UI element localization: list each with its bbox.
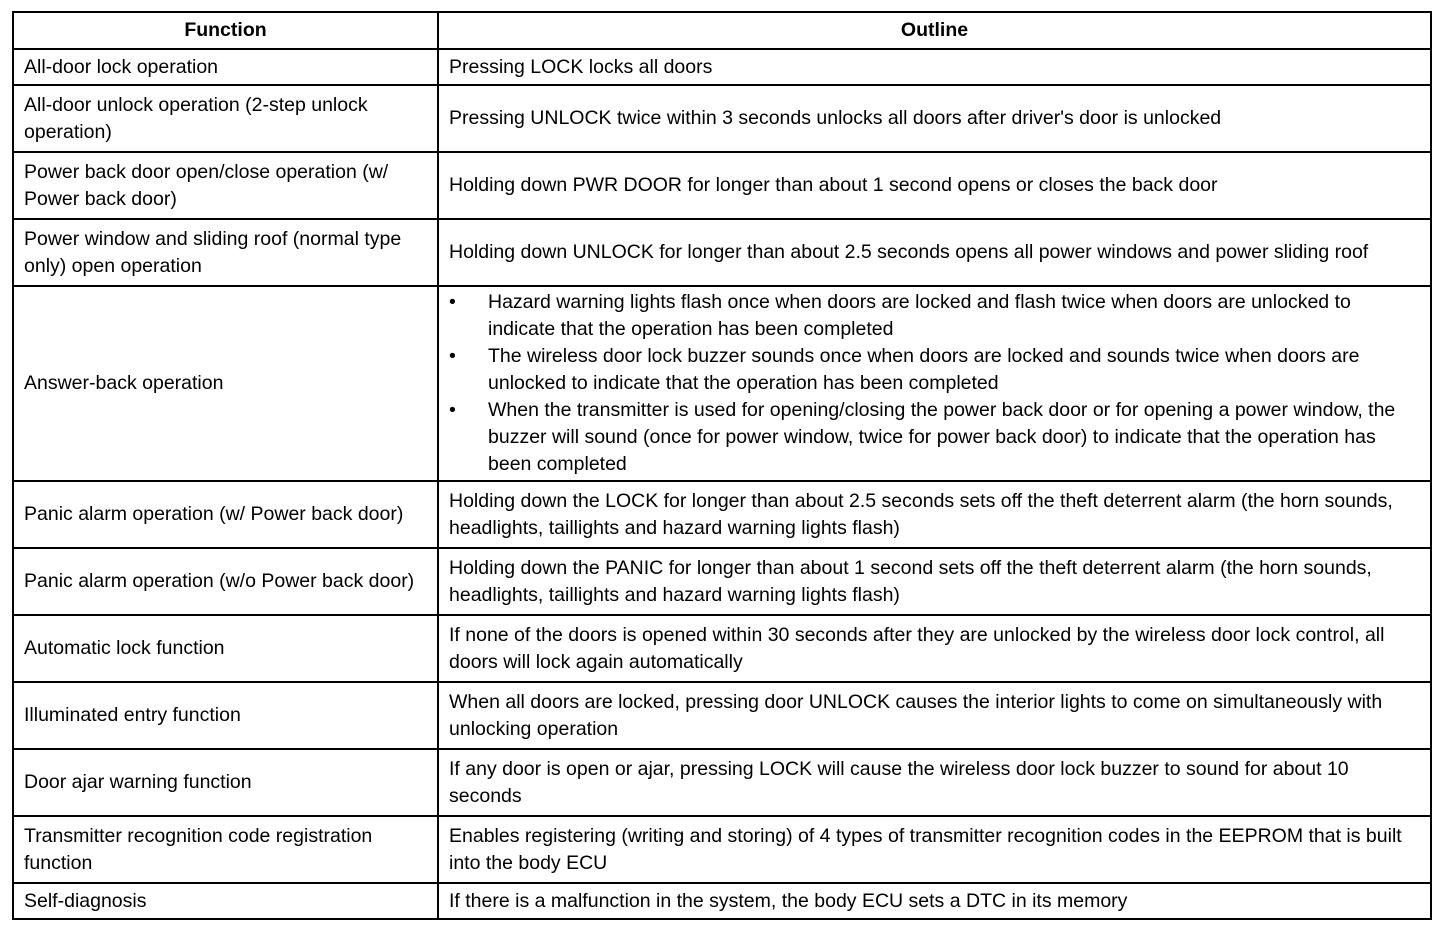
table-row bbox=[13, 615, 1431, 682]
table-row bbox=[13, 749, 1431, 816]
function-cell: Power window and sliding roof (normal type only) open operation bbox=[13, 219, 438, 286]
outline-cell: Pressing LOCK locks all doors bbox=[438, 49, 1431, 85]
function-cell: Panic alarm operation (w/o Power back door) bbox=[13, 548, 438, 615]
function-cell: Answer-back operation bbox=[13, 286, 438, 481]
list-item bbox=[449, 289, 1420, 343]
outline-cell bbox=[438, 286, 1431, 481]
list-item bbox=[449, 343, 1420, 397]
function-outline-document bbox=[12, 11, 1430, 920]
function-cell: All-door unlock operation (2-step unlock operation) bbox=[13, 85, 438, 152]
table-row bbox=[13, 548, 1431, 615]
bullet-text: Hazard warning lights flash once when doors are locked and flash twice when doors are unlocked to indicate that the operation has been completed bbox=[488, 291, 1351, 340]
function-cell: Self-diagnosis bbox=[13, 883, 438, 919]
table-row bbox=[13, 85, 1431, 152]
table-row bbox=[13, 682, 1431, 749]
function-cell: All-door lock operation bbox=[13, 49, 438, 85]
outline-cell: If any door is open or ajar, pressing LOCK will cause the wireless door lock buzzer to sound for about 10 seconds bbox=[438, 749, 1431, 816]
outline-cell: If there is a malfunction in the system, the body ECU sets a DTC in its memory bbox=[438, 883, 1431, 919]
function-cell: Door ajar warning function bbox=[13, 749, 438, 816]
bullet-marker: • bbox=[449, 345, 456, 367]
function-cell: Automatic lock function bbox=[13, 615, 438, 682]
bullet-marker: • bbox=[449, 399, 456, 421]
function-cell: Panic alarm operation (w/ Power back door) bbox=[13, 481, 438, 548]
table-row bbox=[13, 481, 1431, 548]
outline-cell: When all doors are locked, pressing door UNLOCK causes the interior lights to come on simultaneously with unlocking operation bbox=[438, 682, 1431, 749]
function-outline-table bbox=[12, 11, 1432, 920]
function-cell: Transmitter recognition code registration function bbox=[13, 816, 438, 883]
outline-cell: Holding down the LOCK for longer than about 2.5 seconds sets off the theft deterrent alarm (the horn sounds, headlights, taillights and hazard warning lights flash) bbox=[438, 481, 1431, 548]
table-row bbox=[13, 152, 1431, 219]
outline-cell: Enables registering (writing and storing) of 4 types of transmitter recognition codes in the EEPROM that is built into the body ECU bbox=[438, 816, 1431, 883]
table-row bbox=[13, 816, 1431, 883]
function-cell: Power back door open/close operation (w/ Power back door) bbox=[13, 152, 438, 219]
table-row bbox=[13, 883, 1431, 919]
bullet-text: When the transmitter is used for opening/closing the power back door or for opening a power window, the buzzer will sound (once for power window, twice for power back door) to indicate that the operation has been completed bbox=[488, 399, 1396, 475]
outline-cell: Pressing UNLOCK twice within 3 seconds unlocks all doors after driver's door is unlocked bbox=[438, 85, 1431, 152]
outline-column-header: Outline bbox=[438, 12, 1431, 49]
function-cell: Illuminated entry function bbox=[13, 682, 438, 749]
outline-cell: Holding down UNLOCK for longer than about 2.5 seconds opens all power windows and power sliding roof bbox=[438, 219, 1431, 286]
table-header-row bbox=[13, 12, 1431, 49]
function-column-header: Function bbox=[13, 12, 438, 49]
table-row bbox=[13, 49, 1431, 85]
bullet-text: The wireless door lock buzzer sounds once when doors are locked and sounds twice when doors are unlocked to indicate that the operation has been completed bbox=[488, 345, 1360, 394]
outline-cell: Holding down PWR DOOR for longer than about 1 second opens or closes the back door bbox=[438, 152, 1431, 219]
answer-back-bullet-list bbox=[449, 289, 1420, 478]
outline-cell: If none of the doors is opened within 30 seconds after they are unlocked by the wireless door lock control, all doors will lock again automatically bbox=[438, 615, 1431, 682]
table-row bbox=[13, 286, 1431, 481]
bullet-marker: • bbox=[449, 291, 456, 313]
table-row bbox=[13, 219, 1431, 286]
outline-cell: Holding down the PANIC for longer than about 1 second sets off the theft deterrent alarm (the horn sounds, headlights, taillights and hazard warning lights flash) bbox=[438, 548, 1431, 615]
list-item bbox=[449, 397, 1420, 478]
